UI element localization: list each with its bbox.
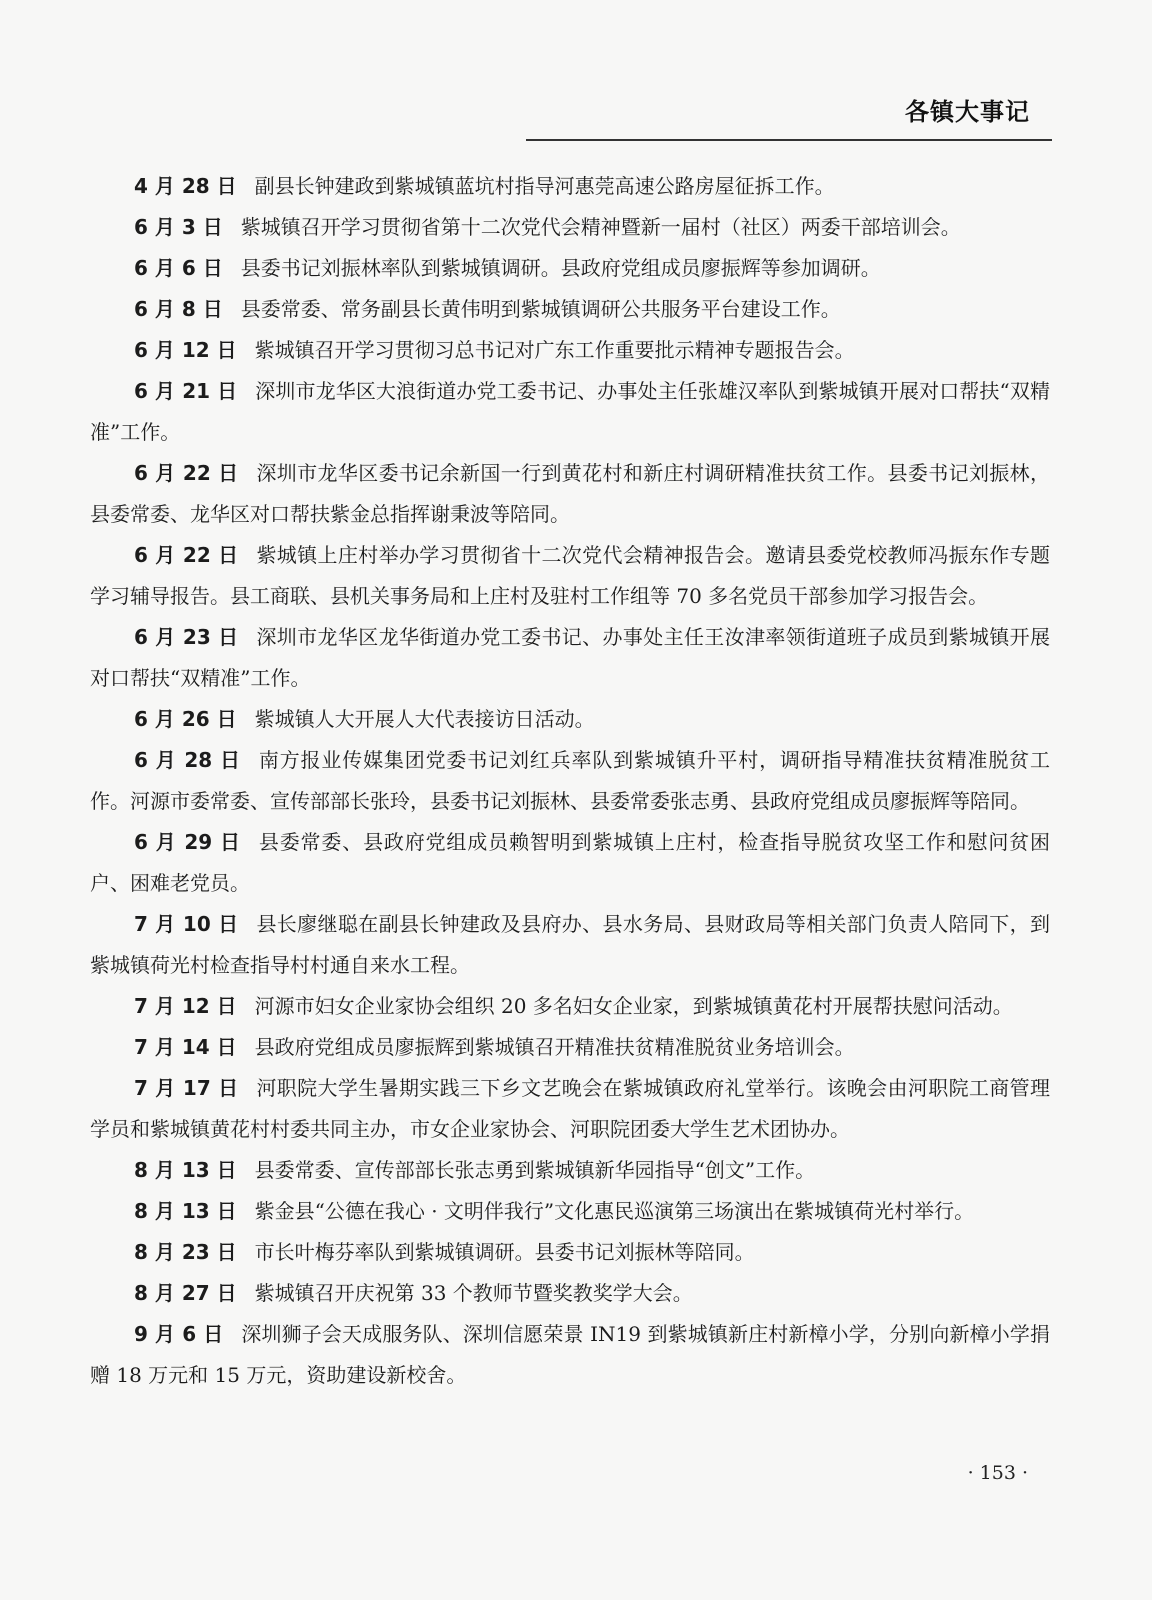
- entry-text: 紫城镇人大开展人大代表接访日活动。: [254, 707, 595, 731]
- chronicle-entry: [90, 166, 1050, 207]
- chronicle-entry: [90, 617, 1050, 699]
- entry-date: 6 月 3 日: [134, 215, 223, 239]
- entry-text: 深圳狮子会天成服务队、深圳信愿荣景 IN19 到紫城镇新庄村新樟小学，分别向新樟小学捐赠 18 万元和 15 万元，资助建设新校舍。: [90, 1322, 1050, 1387]
- entry-date: 6 月 8 日: [134, 297, 223, 321]
- entry-date: 9 月 6 日: [134, 1322, 224, 1346]
- chronicle-entry: [90, 986, 1050, 1027]
- entry-date: 6 月 23 日: [134, 625, 239, 649]
- entry-text: 紫城镇召开学习贯彻习总书记对广东工作重要批示精神专题报告会。: [254, 338, 855, 362]
- chronicle-entry: [90, 1273, 1050, 1314]
- entry-date: 8 月 23 日: [134, 1240, 237, 1264]
- entry-text: 紫金县“公德在我心 · 文明伴我行”文化惠民巡演第三场演出在紫城镇荷光村举行。: [254, 1199, 975, 1223]
- chronicle-entry: [90, 1027, 1050, 1068]
- entry-text: 县长廖继聪在副县长钟建政及县府办、县水务局、县财政局等相关部门负责人陪同下，到紫城镇荷光村检查指导村村通自来水工程。: [90, 912, 1051, 977]
- entry-date: 4 月 28 日: [134, 174, 237, 198]
- chronicle-entry: [90, 822, 1050, 904]
- page-number: · 153 ·: [967, 1462, 1028, 1484]
- chronicle-entry: [90, 1068, 1050, 1150]
- entry-text: 紫城镇召开学习贯彻省第十二次党代会精神暨新一届村（社区）两委干部培训会。: [240, 215, 961, 239]
- chronicle-entry: [90, 1232, 1050, 1273]
- entry-text: 副县长钟建政到紫城镇蓝坑村指导河惠莞高速公路房屋征拆工作。: [254, 174, 835, 198]
- entry-text: 深圳市龙华区大浪街道办党工委书记、办事处主任张雄汉率队到紫城镇开展对口帮扶“双精准”工作。: [90, 379, 1051, 444]
- entry-date: 6 月 22 日: [134, 543, 239, 567]
- entry-date: 7 月 12 日: [134, 994, 237, 1018]
- chronicle-entry: [90, 699, 1050, 740]
- entry-text: 河源市妇女企业家协会组织 20 多名妇女企业家，到紫城镇黄花村开展帮扶慰问活动。: [254, 994, 1013, 1018]
- entry-text: 紫城镇召开庆祝第 33 个教师节暨奖教奖学大会。: [254, 1281, 693, 1305]
- entry-date: 6 月 26 日: [134, 707, 237, 731]
- entry-text: 县委书记刘振林率队到紫城镇调研。县政府党组成员廖振辉等参加调研。: [240, 256, 881, 280]
- chronicle-entries: [90, 166, 1050, 1396]
- entry-date: 8 月 13 日: [134, 1158, 237, 1182]
- entry-text: 深圳市龙华区龙华街道办党工委书记、办事处主任王汝津率领街道班子成员到紫城镇开展对口帮扶“双精准”工作。: [90, 625, 1051, 690]
- entry-text: 县委常委、常务副县长黄伟明到紫城镇调研公共服务平台建设工作。: [240, 297, 841, 321]
- header-rule: [526, 139, 1052, 141]
- entry-date: 7 月 14 日: [134, 1035, 237, 1059]
- entry-text: 河职院大学生暑期实践三下乡文艺晚会在紫城镇政府礼堂举行。该晚会由河职院工商管理学员和紫城镇黄花村村委共同主办，市女企业家协会、河职院团委大学生艺术团协办。: [90, 1076, 1051, 1141]
- entry-date: 8 月 13 日: [134, 1199, 237, 1223]
- entry-date: 6 月 29 日: [134, 830, 241, 854]
- entry-date: 6 月 22 日: [134, 461, 239, 485]
- chronicle-entry: [90, 1150, 1050, 1191]
- entry-text: 县政府党组成员廖振辉到紫城镇召开精准扶贫精准脱贫业务培训会。: [254, 1035, 855, 1059]
- entry-date: 8 月 27 日: [134, 1281, 237, 1305]
- chronicle-entry: [90, 453, 1050, 535]
- entry-date: 6 月 12 日: [134, 338, 237, 362]
- chronicle-entry: [90, 1191, 1050, 1232]
- chronicle-entry: [90, 740, 1050, 822]
- entry-text: 深圳市龙华区委书记余新国一行到黄花村和新庄村调研精准扶贫工作。县委书记刘振林，县委常委、龙华区对口帮扶紫金总指挥谢秉波等陪同。: [90, 461, 1051, 526]
- entry-date: 6 月 28 日: [134, 748, 241, 772]
- running-header-title: 各镇大事记: [905, 98, 1030, 126]
- entry-date: 6 月 6 日: [134, 256, 223, 280]
- entry-text: 市长叶梅芬率队到紫城镇调研。县委书记刘振林等陪同。: [254, 1240, 755, 1264]
- entry-text: 县委常委、县政府党组成员赖智明到紫城镇上庄村，检查指导脱贫攻坚工作和慰问贫困户、困难老党员。: [90, 830, 1051, 895]
- entry-text: 县委常委、宣传部部长张志勇到紫城镇新华园指导“创文”工作。: [254, 1158, 816, 1182]
- entry-date: 6 月 21 日: [134, 379, 238, 403]
- chronicle-entry: [90, 1314, 1050, 1396]
- chronicle-entry: [90, 330, 1050, 371]
- entry-text: 紫城镇上庄村举办学习贯彻省十二次党代会精神报告会。邀请县委党校教师冯振东作专题学习辅导报告。县工商联、县机关事务局和上庄村及驻村工作组等 70 多名党员干部参加学习报告会。: [90, 543, 1051, 608]
- chronicle-entry: [90, 207, 1050, 248]
- entry-date: 7 月 10 日: [134, 912, 239, 936]
- entry-text: 南方报业传媒集团党委书记刘红兵率队到紫城镇升平村，调研指导精准扶贫精准脱贫工作。河源市委常委、宣传部部长张玲，县委书记刘振林、县委常委张志勇、县政府党组成员廖振辉等陪同。: [90, 748, 1051, 813]
- chronicle-entry: [90, 371, 1050, 453]
- chronicle-entry: [90, 248, 1050, 289]
- entry-date: 7 月 17 日: [134, 1076, 239, 1100]
- chronicle-entry: [90, 904, 1050, 986]
- chronicle-entry: [90, 535, 1050, 617]
- chronicle-entry: [90, 289, 1050, 330]
